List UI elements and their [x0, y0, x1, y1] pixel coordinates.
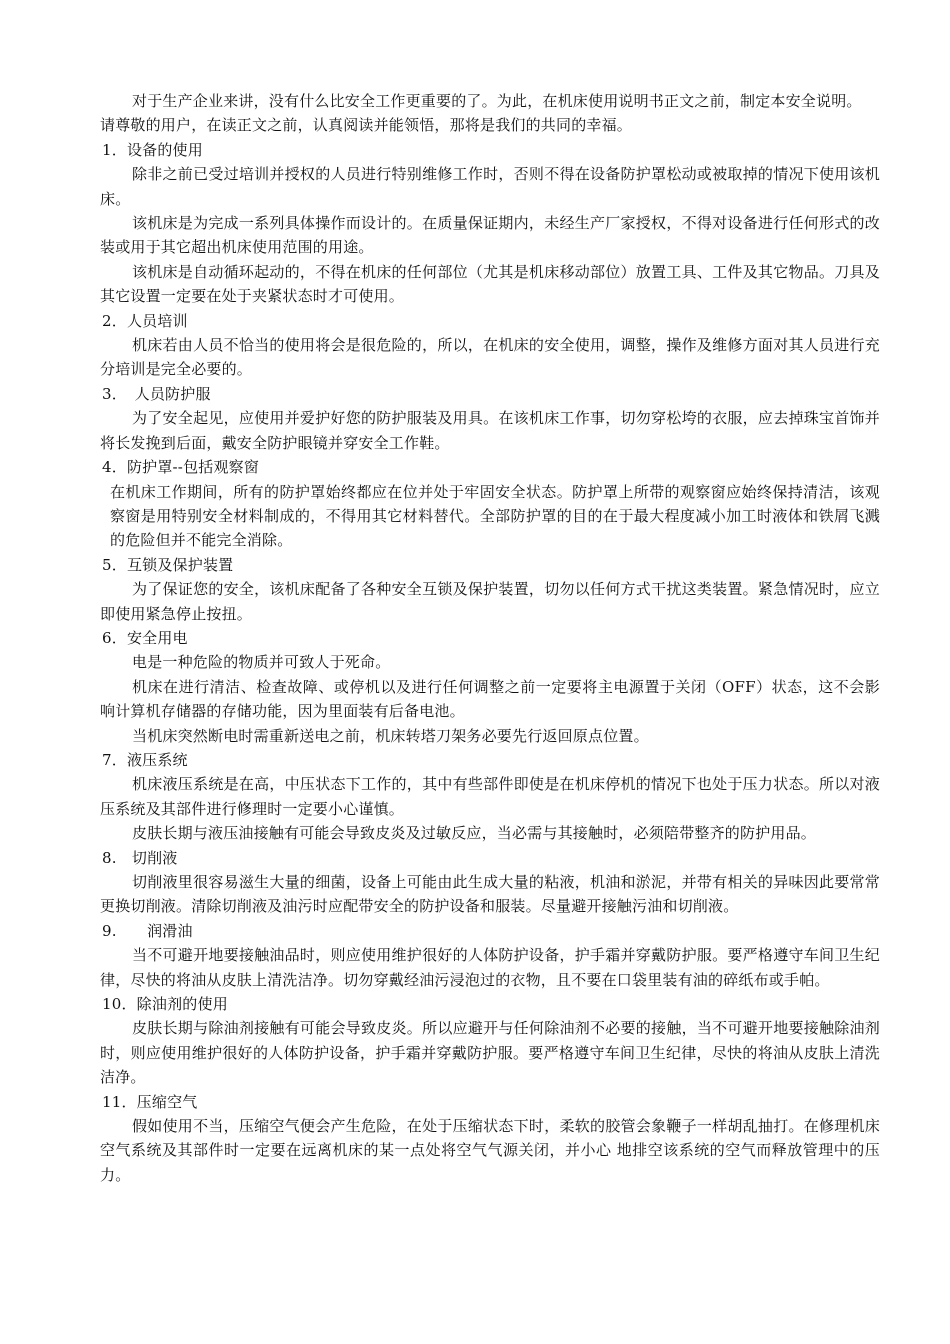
section-paragraph: 机床在进行清洁、检查故障、或停机以及进行任何调整之前一定要将主电源置于关闭（OFF）状态，这不会影响计算机存储器的存储功能，因为里面装有后备电池。	[100, 677, 880, 721]
section-paragraph: 为了保证您的安全，该机床配备了各种安全互锁及保护装置，切勿以任何方式干扰这类装置。紧急情况时，应立即使用紧急停止按扭。	[100, 580, 880, 623]
section-paragraph: 除非之前已受过培训并授权的人员进行特别维修工作时，否则不得在设备防护罩松动或被取掉的情况下使用该机床。	[100, 165, 880, 208]
section-paragraph: 为了安全起见，应使用并爱护好您的防护服装及用具。在该机床工作事，切勿穿松垮的衣服，应去掉珠宝首饰并将长发挽到后面，戴安全防护眼镜并穿安全工作鞋。	[100, 409, 880, 452]
document-body	[100, 89, 880, 1187]
section-title: 9. 润滑油	[102, 921, 193, 940]
section-paragraph: 在机床工作期间，所有的防护罩始终都应在位并处于牢固安全状态。防护罩上所带的观察窗应始终保持清洁，该观察窗是用特别安全材料制成的，不得用其它材料替代。全部防护罩的目的在于最大程度减小加工时液体和铁屑飞溅的危险但并不能完全消除。	[110, 482, 880, 550]
section-paragraph: 机床液压系统是在高，中压状态下工作的，其中有些部件即使是在机床停机的情况下也处于压力状态。所以对液压系统及其部件进行修理时一定要小心谨慎。	[100, 775, 880, 818]
section-title: 10．除油剂的使用	[102, 995, 228, 1014]
section-paragraph: 皮肤长期与液压油接触有可能会导致皮炎及过敏反应，当必需与其接触时，必须陪带整齐的防护用品。	[132, 824, 817, 843]
section-paragraph: 该机床是自动循环起动的，不得在机床的任何部位（尤其是机床移动部位）放置工具、工件及其它物品。刀具及其它设置一定要在处于夹紧状态时才可使用。	[100, 262, 880, 306]
section-paragraph: 该机床是为完成一系列具体操作而设计的。在质量保证期内，未经生产厂家授权，不得对设备进行任何形式的改装或用于其它超出机床使用范围的用途。	[100, 214, 880, 257]
section-paragraph: 当不可避开地要接触油品时，则应使用维护很好的人体防护设备，护手霜并穿戴防护服。要严格遵守车间卫生纪律，尽快的将油从皮肤上清洗洁净。切勿穿戴经油污浸泡过的衣物，且不要在口袋里装有油的碎纸布或手帕。	[100, 946, 880, 989]
section-title: 6．安全用电	[102, 628, 188, 647]
section-title: 2．人员培训	[102, 311, 188, 330]
intro-paragraph: 对于生产企业来讲，没有什么比安全工作更重要的了。为此，在机床使用说明书正文之前，制定本安全说明。	[132, 92, 862, 110]
section-paragraph: 假如使用不当，压缩空气便会产生危险，在处于压缩状态下时，柔软的胶管会象鞭子一样胡乱抽打。在修理机床空气系统及其部件时一定要在远离机床的某一点处将空气气源关闭，并小心 地排空该系统的空气而释放管理中的压力。	[100, 1117, 880, 1184]
section-title: 4．防护罩--包括观察窗	[102, 458, 260, 477]
intro-paragraph: 请尊敬的用户，在读正文之前，认真阅读并能领悟，那将是我们的共同的幸福。	[100, 116, 633, 135]
section-title: 3． 人员防护服	[102, 384, 211, 403]
section-title: 7．液压系统	[102, 750, 188, 769]
section-paragraph: 机床若由人员不恰当的使用将会是很危险的，所以，在机床的安全使用，调整，操作及维修方面对其人员进行充分培训是完全必要的。	[100, 336, 880, 379]
section-title: 5．互锁及保护装置	[102, 555, 234, 574]
section-title: 8. 切削液	[102, 848, 178, 867]
section-paragraph: 皮肤长期与除油剂接触有可能会导致皮炎。所以应避开与任何除油剂不必要的接触，当不可避开地要接触除油剂时，则应使用维护很好的人体防护设备，护手霜并穿戴防护服。要严格遵守车间卫生纪律，尽快的将油从皮肤上清洗洁净。	[100, 1019, 880, 1087]
section-paragraph: 切削液里很容易滋生大量的细菌，设备上可能由此生成大量的粘液，机油和淤泥，并带有相关的异味因此要常常更换切削液。清除切削液及油污时应配带安全的防护设备和服装。尽量避开接触污油和切削液。	[100, 873, 880, 916]
section-paragraph: 电是一种危险的物质并可致人于死命。	[132, 653, 391, 672]
section-title: 1．设备的使用	[102, 140, 203, 159]
section-paragraph: 当机床突然断电时需重新送电之前，机床转塔刀架务必要先行返回原点位置。	[132, 726, 649, 745]
section-title: 11．压缩空气	[102, 1092, 198, 1111]
